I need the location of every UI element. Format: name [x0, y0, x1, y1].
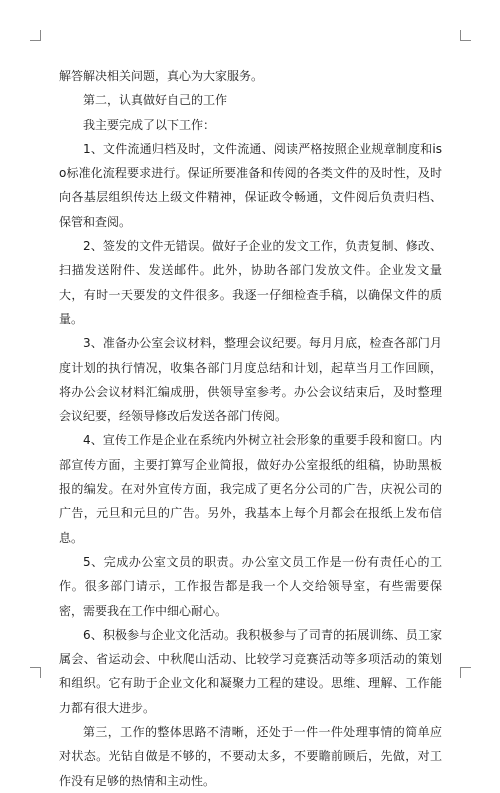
work-item-6: 6、积极参与企业文化活动。我积极参与了司青的拓展训练、员工家属会、省运动会、中秋爬山活动、比较学习竞赛活动等多项活动的策划和组织。它有助于企业文化和凝聚力工程的建设。思维、理解、工作能力都有很大进步。: [59, 627, 442, 715]
crop-mark-top-left: [30, 30, 41, 41]
section-heading-3: 第三，工作的整体思路不清晰，还处于一件一件处理事情的简单应对状态。光钻自做是不够的，不要动太多，不要瞻前顾后，先做，对工作没有足够的热情和主动性。: [59, 725, 442, 788]
work-item-5: 5、完成办公室文员的职责。办公室文员工作是一份有责任心的工作。很多部门请示，工作报告都是我一个人交给领导室，有些需要保密，需要我在工作中细心耐心。: [59, 554, 442, 618]
work-item-1: 1、文件流通归档及时，文件流通、阅读严格按照企业规章制度和iso标准化流程要求进行。保证所要准备和传阅的各类文件的及时性，及时向各基层组织传达上级文件精神，保证政令畅通，文件阅后负责归档、保管和查阅。: [59, 141, 442, 229]
work-item-4: 4、宣传工作是企业在系统内外树立社会形象的重要手段和窗口。内部宣传方面，主要打算写企业简报，做好办公室报纸的组稿，协助黑板报的编发。在对外宣传方面，我完成了更名分公司的广告，庆祝公司的广告，元旦和元旦的广告。另外，我基本上每个月都会在报纸上发布信息。: [59, 433, 442, 545]
section-heading-2: 第二，认真做好自己的工作: [83, 93, 228, 108]
crop-mark-bottom-left: [30, 667, 41, 678]
work-item-3: 3、准备办公室会议材料，整理会议纪要。每月月底，检查各部门月度计划的执行情况，收集各部门月度总结和计划，起草当月工作回顾，将办公会议材料汇编成册，供领导室参考。办公会议结束后，及时整理会议纪要，经领导修改后发送各部门传阅。: [59, 336, 442, 424]
work-item-2: 2、签发的文件无错误。做好子企业的发文工作，负责复制、修改、扫描发送附件、发送邮件。此外，协助各部门发放文件。企业发文量大，有时一天要发的文件很多。我逐一仔细检查手稿，以确保文件的质量。: [59, 239, 442, 326]
crop-mark-bottom-right: [460, 667, 471, 678]
crop-mark-top-right: [460, 30, 471, 41]
work-intro: 我主要完成了以下工作：: [83, 117, 216, 132]
document-body: [59, 64, 442, 793]
paragraph-continuation: 解答解决相关问题，真心为大家服务。: [59, 69, 264, 83]
